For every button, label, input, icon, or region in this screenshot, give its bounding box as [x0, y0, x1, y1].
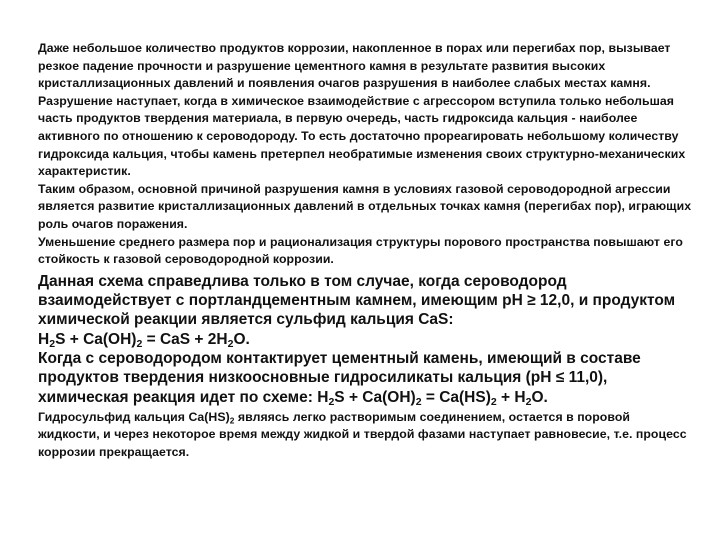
paragraph-hydrosulfide: Гидросульфид кальция $Ca(HS)_2$ являясь легко растворимым соединением, остается в поровой жидкости, и через некоторое время между жидкой и твердой фазами наступает равновесие, т.е. процесс коррозии прекращается. [38, 409, 687, 459]
equation-cas: $H_2S + Ca(OH)_2$ = CaS + $2H_2O$. [38, 330, 250, 350]
equation-ca-hs2: $H_2S + Ca(OH)_2 = Ca(HS)_2 + H_2O$. [317, 388, 548, 408]
paragraph-low-basic-reaction: Когда с сероводородом контактирует цементный камень, имеющий в составе продуктов твердения низкоосновные гидросиликаты кальция (рН ≤ 11,0), химическая реакция идет по схеме: $H_2S + Ca(OH)_2 = Ca(HS)_2 + H_2O$. [38, 349, 641, 408]
paragraph-corrosion-products: Даже небольшое количество продуктов коррозии, накопленное в порах или перегибах пор, вызывает резкое падение прочности и разрушение цементного камня в результате развития высоких кристаллизационных давлений и появления очагов разрушения в наиболее слабых местах камня. [38, 41, 671, 91]
paragraph-main-cause: Таким образом, основной причиной разрушения камня в условиях газовой сероводородной агрессии является развитие кристаллизационных давлений в отдельных точках камня (перегибах пор), играющих роль очагов поражения. [38, 181, 692, 231]
paragraph-destruction-onset: Разрушение наступает, когда в химическое взаимодействие с агрессором вступила только небольшая часть продуктов твердения материала, в первую очередь, часть гидроксида кальция - наиболее активного по отношению к сероводороду. То есть достаточно прореагировать небольшому количеству гидроксида кальция, чтобы камень претерпел необратимые изменения своих структурно-механических характеристик. [38, 93, 686, 179]
paragraph-scheme-condition: Данная схема справедлива только в том случае, когда сероводород взаимодействует с портландцементным камнем, имеющим рН ≥ 12,0, и продуктом химической реакции является сульфид кальция CaS: [38, 272, 676, 329]
text-content [38, 40, 693, 462]
paragraph-pore-size: Уменьшение среднего размера пор и рационализация структуры порового пространства повышают его стойкость к газовой сероводородной коррозии. [38, 234, 683, 267]
